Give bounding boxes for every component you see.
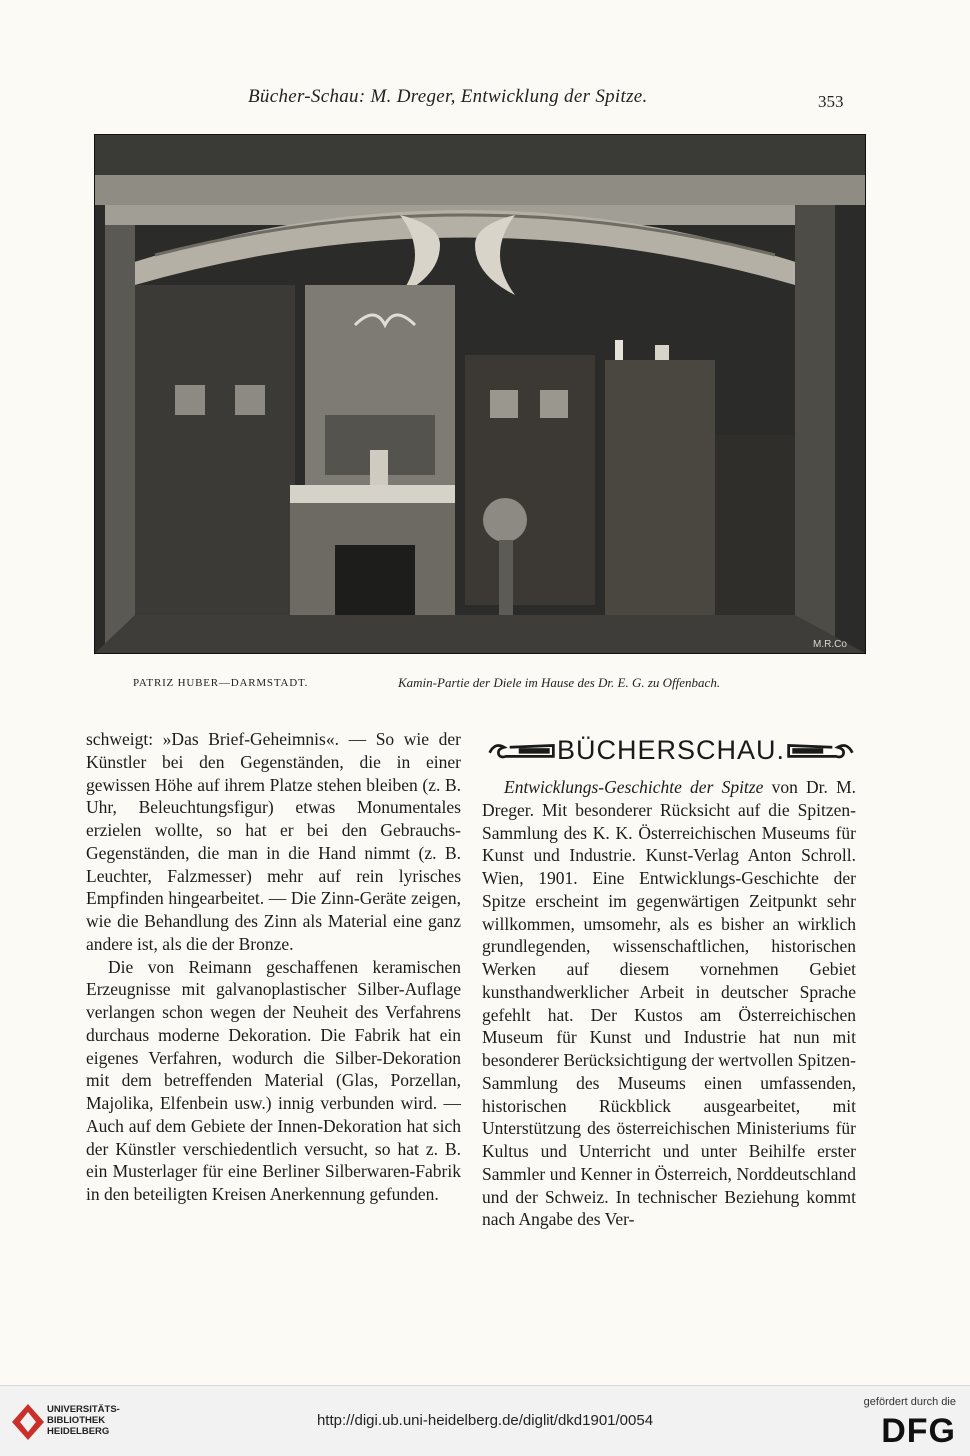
footer-bar bbox=[0, 1385, 970, 1456]
running-title: Bücher-Schau: M. Dreger, Entwicklung der Spitze. bbox=[248, 86, 648, 107]
source-url-link[interactable]: http://digi.ub.uni-heidelberg.de/diglit/dkd1901/0054 bbox=[316, 1412, 654, 1429]
left-text-column bbox=[86, 728, 461, 1206]
photographer-credit: PATRIZ HUBER—DARMSTADT. bbox=[133, 677, 309, 689]
left-paragraph-2: Die von Reimann geschaffenen keramischen Erzeugnisse mit galvanoplastischer Silber-Auflage verlangen schon wegen der Neuheit des Verfahrens durchaus moderne Dekoration. Die Fabrik hat ein eigenes Verfahren, wodurch die Silber-Dekoration mit dem betreffenden Material (Glas, Porzellan, Majolika, Elfenbein usw.) innig verbunden wird. — Auch auf dem Gebiete der Innen-Dekoration hat sich der Künstler verschiedentlich versucht, so hat z. B. ein Musterlager für eine Berliner Silberwaren-Fabrik in den beteiligten Kreisen Anerkennung gefunden. bbox=[86, 956, 461, 1204]
ornament-right-icon bbox=[785, 737, 856, 763]
fireplace-hall-photo bbox=[95, 135, 865, 653]
ornament-left-icon bbox=[486, 737, 557, 763]
plate-mark: M.R.Co bbox=[813, 639, 847, 650]
interior-photograph bbox=[94, 134, 866, 654]
library-name-line-2: BIBLIOTHEK bbox=[47, 1415, 106, 1426]
figure-caption: Kamin-Partie der Diele im Hause des Dr. E. G. zu Offenbach. bbox=[398, 675, 721, 690]
book-title: Entwicklungs-Geschichte der Spitze bbox=[504, 777, 764, 797]
left-paragraph-1: schweigt: »Das Brief-Geheimnis«. — So wie der Künstler bei den Gegenständen, die in einer gewissen Höhe auf ihrem Platze stehen bleiben (z. B. Uhr, Beleuchtungsfigur) etwas Monumentales erzielen wollte, so hat er bei den Gebrauchs-Gegenständen, die man in die Hand nimmt (z. B. Leuchter, Falzmesser) mehr auf rein lyrisches Empfinden hingearbeitet. — Die Zinn-Geräte zeigen, wie die Behandlung des Zinn als Material eine ganz andere ist, als die der Bronze. bbox=[86, 729, 461, 954]
library-name-line-1: UNIVERSITÄTS- bbox=[47, 1404, 120, 1415]
section-heading: BÜCHERSCHAU. bbox=[556, 734, 786, 765]
right-text-column bbox=[482, 776, 856, 1231]
review-text: von Dr. M. Dreger. Mit besonderer Rücksicht auf die Spitzen-Sammlung des K. K. Österreichischen Museums für Kunst und Industrie. Kunst-Verlag Anton Schroll. Wien, 1901. Eine Entwicklungs-Geschichte der Spitze erscheint im gegenwärtigen Zeitpunkt sehr willkommen, umsomehr, als es bisher an wirklich grundlegenden, wissenschaftlichen, historischen Werken auf diesem vornehmen Gebiet kunsthandwerklicher Arbeit in deutscher Sprache gefehlt hat. Der Kustos am Österreichischen Museum für Kunst und Industrie hat nun mit besonderer Berücksichtigung der wertvollen Spitzen-Sammlung des Museums einen umfassenden, historischen Rückblick ausgearbeitet, mit Unterstützung des österreichischen Ministeriums für Kultus und Unterricht und unter Beihilfe erster Sammler und Kenner in Österreich, Norddeutschland und der Schweiz. In technischer Beziehung kommt nach Angabe des Ver- bbox=[482, 777, 856, 1230]
funding-note: gefördert durch die bbox=[863, 1396, 956, 1408]
section-heading-block bbox=[486, 730, 856, 770]
page-number: 353 bbox=[818, 92, 844, 111]
right-paragraph-1 bbox=[482, 776, 856, 1231]
dfg-logo[interactable]: DFG bbox=[881, 1412, 956, 1450]
library-name-line-3: HEIDELBERG bbox=[47, 1426, 110, 1437]
